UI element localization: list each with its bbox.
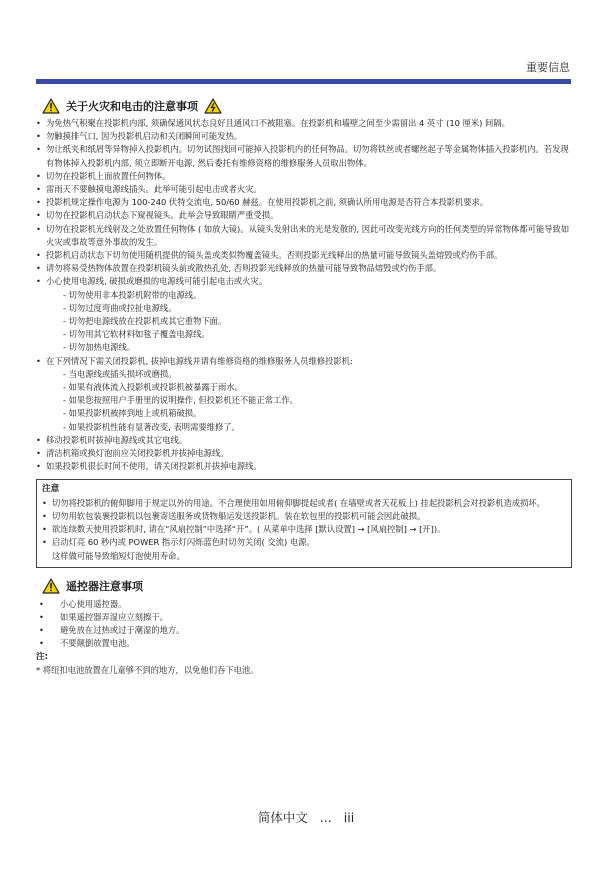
sub-list-item: - 切勿过度弯曲或拉扯电源线。 [63, 302, 177, 313]
caution-box [36, 479, 572, 567]
fire-section-heading [42, 96, 572, 116]
note-heading: 注: [36, 651, 49, 662]
list-item: • 小心使用遥控器。 [39, 598, 127, 609]
remote-section-list [36, 598, 572, 651]
list-item: • 清洁机箱或换灯泡前应关闭投影机并拔掉电源线。 [36, 448, 229, 459]
sub-list-item: - 切勿把电源线放在投影机或其它重物下面。 [63, 316, 227, 327]
remote-section-title: 遥控器注意事项 [66, 579, 143, 593]
sub-list-item: - 当电源线或插头损坏或磨损。 [63, 368, 177, 379]
header-divider-bar [36, 79, 571, 84]
list-item: • 切勿将投影机的俯仰脚用于规定以外的用途。不合理使用如用俯仰脚提起或者( 在墙壁或者天花板上) 挂起投影机会对投影机造成损坏。 [42, 497, 545, 508]
page-footer [0, 808, 612, 826]
footer-ellipsis: ... [319, 810, 332, 825]
sub-list-item: - 切勿使用非本投影机附带的电源线。 [63, 289, 202, 300]
list-item: • 小心使用电源线, 破损或磨损的电源线可能引起电击或火灾。 [36, 276, 267, 287]
fire-section-title: 关于火灾和电击的注意事项 [66, 100, 198, 113]
sub-list-item: - 如果有液体流入投影机或投影机被暴露于雨水。 [63, 382, 243, 393]
list-item: • 欲连续数天使用投影机时, 请在“风扇控制”中选择“开”。( 从菜单中选择 [默认设置] → [风扇控制] → [开])。 [42, 524, 446, 535]
warning-triangle-icon [42, 98, 60, 114]
list-item: • 请勿将易受热物体放置在投影机镜头前或散热孔处, 否则投影光线释放的热量可能导致物品熔毁或灼伤手部。 [36, 263, 442, 274]
page-content [36, 96, 572, 677]
list-item: • 切勿在投影机上面放置任何物体。 [36, 170, 171, 181]
list-item: • 如果遥控器弄湿应立刻擦干。 [39, 611, 168, 622]
list-item: • 在下列情况下需关闭投影机, 拔掉电源线并请有维修资格的维修服务人员维修投影机: [36, 355, 353, 366]
electric-hazard-icon [204, 98, 222, 114]
sub-list-item: - 切勿加热电源线。 [63, 342, 136, 353]
remote-section-heading [42, 576, 572, 596]
list-item: • 勿触摸排气口, 因为投影机启动和关闭瞬间可能发热。 [36, 131, 243, 142]
list-item: • 切勿在投影机启动状态下窥视镜头。此举会导致眼睛严重受损。 [36, 210, 279, 221]
list-item: • 切勿用软包装裹投影机以包裹寄送服务或货物船运发送投影机。装在软包里的投影机可能会因此破损。 [42, 510, 426, 521]
caution-trailing-text: 这样做可能导致缩短灯泡使用寿命。 [52, 550, 185, 561]
page-header-title: 重要信息 [526, 61, 570, 74]
list-item: • 投影机启动状态下切勿使用随机提供的镜头盖或类似物覆盖镜头。否则投影光线释出的热量可能导致镜头盖熔毁或灼伤手部。 [36, 250, 503, 261]
sub-list-item: - 如果投影机性能有显著改变, 表明需要维修了。 [63, 421, 240, 432]
footer-page-number: iii [343, 810, 355, 825]
note-text: * 将纽扣电池放置在儿童够不到的地方，以免他们吞下电池。 [36, 664, 259, 675]
caution-heading: 注意 [42, 484, 60, 495]
sub-list-item: - 切勿用其它软材料如毯子覆盖电源线。 [63, 329, 210, 340]
list-item: • 勿让纸夹和纸屑等异物掉入投影机内。切勿试图找回可能掉入投影机内的任何物品。切勿将铁丝或者螺丝起子等金属物体插入投影机内。若发现有物体掉入投影机内部, 须立即断开电源, 然后委托有维修资格的维修服务人员取出物体。 [36, 144, 569, 168]
sub-list-item: - 如果您按照用户手册里的说明操作, 但投影机还不能正常工作。 [63, 395, 298, 406]
list-item: • 为免热气积聚在投影机内部, 须确保通风状态良好且通风口不被阻塞。在投影机和墙壁之间至少需留出 4 英寸 (10 厘米) 间隔。 [36, 118, 510, 128]
list-item: • 雷雨天不要触摸电源线插头。此举可能引起电击或者火灾。 [36, 184, 262, 195]
footer-language: 简体中文 [257, 810, 308, 825]
list-item: • 切勿在投影机光线射及之处放置任何物体 ( 如放大镜)。从镜头发射出来的光是发散的, 因此可改变光线方向的任何类型的异常物体都可能导致如火灾或事故等意外事故的发生。 [36, 223, 570, 247]
list-item: • 移动投影机时拔掉电源线或其它电线。 [36, 434, 188, 445]
list-item: • 启动灯亮 60 秒内或 POWER 指示灯闪烁蓝色时切勿关闭( 交流) 电源。 [42, 537, 315, 548]
list-item: • 投影机规定操作电源为 100-240 伏特交流电, 50/60 赫兹。在使用投影机之前, 须确认所用电源是否符合本投影机要求。 [36, 197, 489, 208]
list-item: • 不要颠倒放置电池。 [39, 638, 135, 649]
fire-section-list [36, 117, 572, 473]
sub-list-item: - 如果投影机被摔到地上或机箱破损。 [63, 408, 202, 419]
warning-triangle-icon [42, 578, 60, 594]
list-item: • 如果投影机很长时间不使用，请关闭投影机并拔掉电源线。 [36, 461, 262, 472]
list-item: • 避免放在过热或过于潮湿的地方。 [39, 625, 185, 636]
